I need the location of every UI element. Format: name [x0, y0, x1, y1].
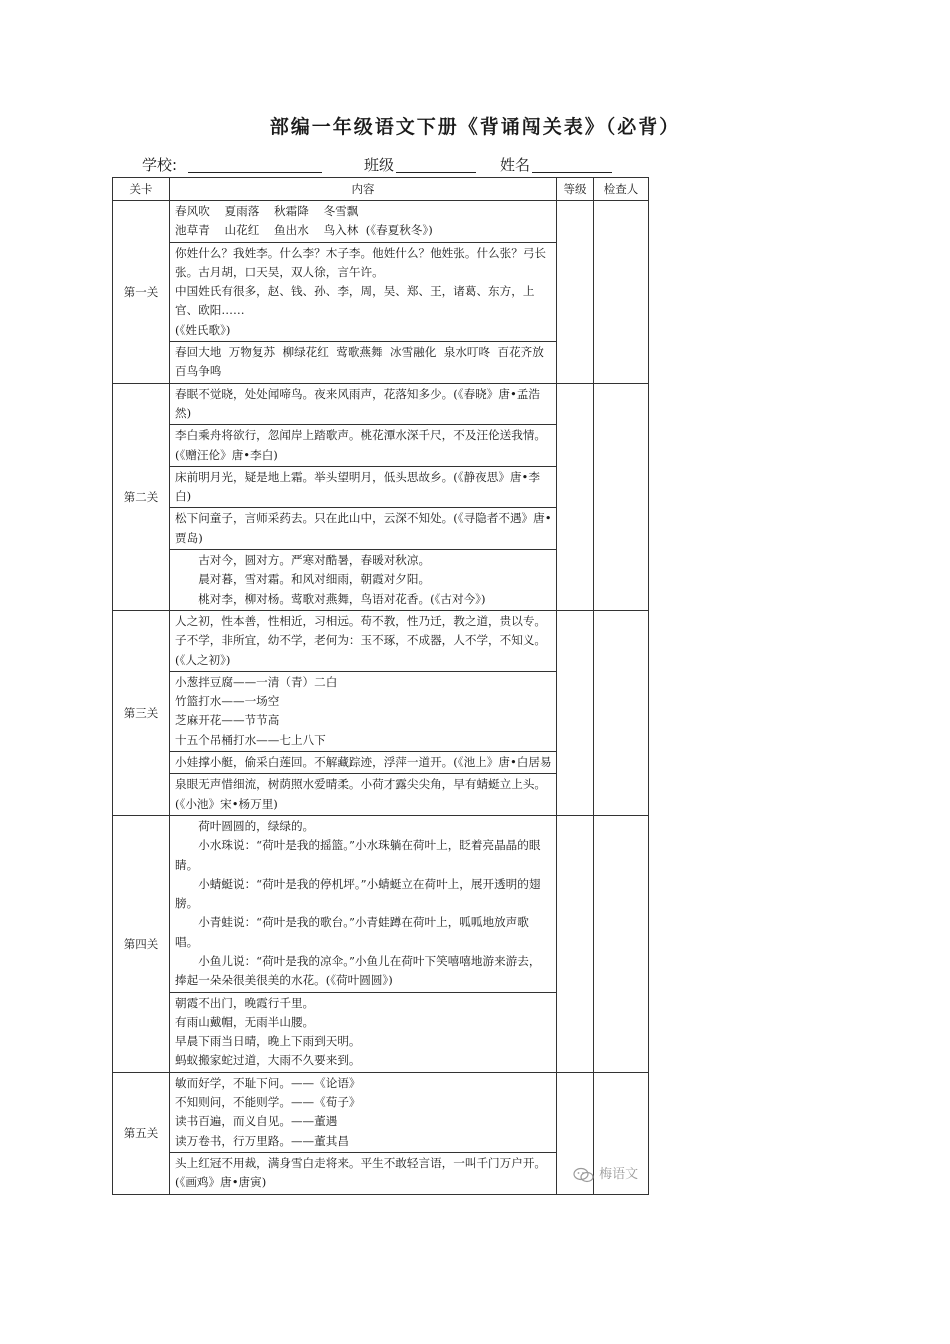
recitation-entry [170, 1073, 556, 1153]
recitation-entry [170, 672, 556, 752]
entry-line: 小娃撑小艇，偷采白莲回。不解藏踪迹，浮萍一道开。(《池上》唐•白居易 [175, 755, 552, 770]
entry-line: 你姓什么？我姓李。什么李？木子李。他姓什么？他姓张。什么张？弓长张。古月胡，口天吴，双人徐，言午许。 [175, 245, 547, 279]
entry-line: 头上红冠不用裁，满身雪白走将来。平生不敢轻言语，一叫千门万户开。(《画鸡》唐•唐寅) [175, 1155, 547, 1190]
recitation-entry [170, 1153, 556, 1194]
entry-line: 小青蛙说：“荷叶是我的歌台。”小青蛙蹲在荷叶上，呱呱地放声歌唱。 [175, 915, 529, 949]
table-row [113, 1072, 649, 1194]
entry-line: 春眠不觉晓，处处闻啼鸟。夜来风雨声，花落知多少。(《春晓》唐•孟浩然) [175, 386, 540, 420]
entry-line: 床前明月光，疑是地上霜。举头望明月，低头思故乡。(《静夜思》唐•李白) [175, 469, 540, 504]
grade-cell[interactable] [557, 201, 594, 384]
student-info [142, 154, 662, 176]
entry-line: 池草青 山花红 鱼出水 鸟入林 (《春夏秋冬》) [175, 223, 433, 238]
entry-line: 读万卷书，行万里路。——董其昌 [175, 1133, 349, 1148]
table-row [113, 383, 649, 610]
entry-line: 竹篮打水——一场空 [175, 694, 280, 709]
checker-cell[interactable] [594, 610, 649, 815]
header-stage: 关卡 [113, 178, 170, 201]
content-cell [170, 383, 557, 610]
entry-line: 早晨下雨当日晴，晚上下雨到天明。 [175, 1034, 361, 1049]
entry-line: 有雨山戴帽，无雨半山腰。 [175, 1014, 315, 1029]
entry-line: 小鱼儿说：“荷叶是我的凉伞。”小鱼儿在荷叶下笑嘻嘻地游来游去，捧起一朵朵很美很美的水花。(《荷叶圆圆》) [175, 953, 541, 988]
table-row [113, 610, 649, 815]
entry-line: 春回大地 万物复苏 柳绿花红 莺歌燕舞 冰雪融化 泉水叮咚 百花齐放 百鸟争鸣 [175, 345, 552, 379]
stage-cell: 第三关 [113, 610, 170, 815]
recitation-entry [170, 342, 556, 383]
grade-cell[interactable] [557, 610, 594, 815]
watermark [573, 1163, 638, 1183]
entry-line: 中国姓氏有很多，赵、钱、孙、李，周，吴、郑、王，诸葛、东方，上官、欧阳…… [175, 284, 535, 318]
table-header-row [113, 178, 649, 201]
entry-line: 松下问童子，言师采药去。只在此山中，云深不知处。(《寻隐者不遇》唐•贾岛) [175, 511, 552, 545]
recitation-entry [170, 384, 556, 426]
entry-line: 人之初，性本善，性相近，习相远。苟不教，性乃迁，教之道，贵以专。子不学，非所宜，幼不学，老何为：玉不琢，不成器，人不学，不知义。(《人之初》) [175, 613, 547, 667]
school-blank[interactable] [188, 172, 322, 173]
checker-cell[interactable] [594, 201, 649, 384]
recitation-entry [170, 508, 556, 550]
entry-line: 小蜻蜓说：“荷叶是我的停机坪。”小蜻蜓立在荷叶上，展开透明的翅膀。 [175, 876, 541, 911]
wechat-icon [573, 1167, 595, 1183]
class-blank[interactable] [396, 172, 476, 173]
entry-line: 敏而好学，不耻下问。——《论语》 [175, 1075, 361, 1090]
school-label: 学校: [142, 156, 178, 174]
watermark-text: 梅语文 [599, 1167, 639, 1182]
entry-line: 桃对李，柳对杨。莺歌对燕舞，鸟语对花香。(《古对今》) [198, 591, 486, 606]
table-row [113, 201, 649, 384]
entry-line: 读书百遍，而义自见。——董遇 [175, 1114, 338, 1129]
recitation-entry [170, 774, 556, 815]
recitation-entry [170, 550, 556, 610]
stage-cell: 第二关 [113, 383, 170, 610]
header-content: 内容 [170, 178, 557, 201]
content-cell [170, 201, 557, 384]
entry-line: 蚂蚁搬家蛇过道，大雨不久要来到。 [175, 1053, 361, 1068]
entry-line: 古对今，圆对方。严寒对酷暑，春暖对秋凉。 [198, 553, 431, 568]
entry-line: 十五个吊桶打水——七上八下 [175, 732, 326, 747]
class-label: 班级 [364, 156, 395, 174]
stage-cell: 第五关 [113, 1072, 170, 1194]
recitation-entry [170, 201, 556, 243]
recitation-entry [170, 467, 556, 509]
content-cell [170, 1072, 557, 1194]
entry-line: 荷叶圆圆的，绿绿的。 [198, 818, 315, 833]
entry-line: 朝霞不出门，晚霞行千里。 [175, 995, 315, 1010]
entry-line: 晨对暮，雪对霜。和风对细雨，朝霞对夕阳。 [198, 572, 431, 587]
recitation-entry [170, 243, 556, 342]
stage-cell: 第一关 [113, 201, 170, 384]
entry-line: 小葱拌豆腐——一清（青）二白 [175, 674, 338, 689]
recitation-entry [170, 611, 556, 672]
page-title: 部编一年级语文下册《背诵闯关表》（必背） [269, 116, 681, 138]
recitation-entry [170, 425, 556, 467]
recitation-entry [170, 752, 556, 774]
content-cell [170, 610, 557, 815]
entry-line: (《姓氏歌》) [175, 322, 231, 337]
content-cell [170, 815, 557, 1072]
table-row [113, 815, 649, 1072]
checker-cell[interactable] [594, 815, 649, 1072]
name-blank[interactable] [532, 172, 612, 173]
entry-line: 春风吹 夏雨落 秋霜降 冬雪飘 [175, 204, 359, 218]
recitation-table [112, 177, 649, 1195]
entry-line: 李白乘舟将欲行，忽闻岸上踏歌声。桃花潭水深千尺，不及汪伦送我情。(《赠汪伦》唐•李白) [175, 428, 547, 462]
entry-line: 泉眼无声惜细流，树荫照水爱晴柔。小荷才露尖尖角，早有蜻蜓立上头。(《小池》宋•杨万里) [175, 777, 547, 811]
entry-line: 小水珠说：“荷叶是我的摇篮。”小水珠躺在荷叶上，眨着亮晶晶的眼睛。 [175, 838, 541, 872]
entry-line: 芝麻开花——节节高 [175, 713, 280, 728]
recitation-entry [170, 993, 556, 1072]
name-label: 姓名 [500, 156, 531, 174]
entry-line: 不知则问，不能则学。——《荀子》 [175, 1095, 361, 1110]
stage-cell: 第四关 [113, 815, 170, 1072]
grade-cell[interactable] [557, 815, 594, 1072]
grade-cell[interactable] [557, 383, 594, 610]
header-grade: 等级 [557, 178, 594, 201]
header-checker: 检查人 [594, 178, 649, 201]
recitation-entry [170, 816, 556, 993]
checker-cell[interactable] [594, 383, 649, 610]
